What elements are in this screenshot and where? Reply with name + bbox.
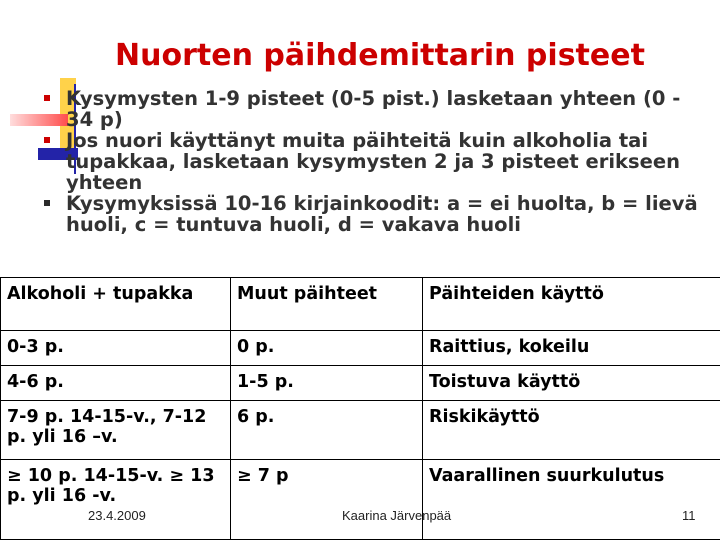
table-cell: 7-9 p. 14-15-v., 7-12 p. yli 16 –v.	[1, 401, 231, 460]
table-row	[1, 278, 720, 331]
table-header-cell: Päihteiden käyttö	[423, 278, 720, 331]
bullet-text: Kysymyksissä 10-16 kirjainkoodit: a = ei huolta, b = lievä huoli, c = tuntuva huoli, d = vakava huoli	[66, 192, 698, 236]
bullet-item	[40, 88, 710, 130]
bullet-text: Jos nuori käyttänyt muita päihteitä kuin alkoholia tai tupakkaa, lasketaan kysymysten 2 ja 3 pisteet erikseen yhteen	[66, 129, 680, 194]
table-cell: Toistuva käyttö	[423, 366, 720, 401]
table-cell: Raittius, kokeilu	[423, 331, 720, 366]
table-row	[1, 460, 720, 540]
table-cell: Vaarallinen suurkulutus	[423, 460, 720, 540]
bullet-item	[40, 193, 710, 235]
table-row	[1, 366, 720, 401]
bullet-square-icon	[44, 137, 50, 143]
table-row	[1, 331, 720, 366]
table-cell: ≥ 10 p. 14-15-v. ≥ 13 p. yli 16 -v.	[1, 460, 231, 540]
table-cell: 0-3 p.	[1, 331, 231, 366]
footer-date: 23.4.2009	[88, 508, 146, 523]
table-cell: Riskikäyttö	[423, 401, 720, 460]
table-cell: 6 p.	[231, 401, 423, 460]
footer-page-number: 11	[682, 508, 696, 523]
slide-title: Nuorten päihdemittarin pisteet	[115, 38, 645, 73]
table-cell: 4-6 p.	[1, 366, 231, 401]
table-header-cell: Alkoholi + tupakka	[1, 278, 231, 331]
footer-author: Kaarina Järvenpää	[342, 508, 452, 523]
table-row	[1, 401, 720, 460]
bullet-square-icon	[44, 95, 50, 101]
bullet-text: Kysymysten 1-9 pisteet (0-5 pist.) lasketaan yhteen (0 - 34 p)	[66, 87, 681, 131]
table-cell: 0 p.	[231, 331, 423, 366]
table-cell: ≥ 7 p	[231, 460, 423, 540]
bullet-square-icon	[44, 200, 50, 206]
table-cell: 1-5 p.	[231, 366, 423, 401]
scoring-table	[0, 277, 720, 540]
bullet-list	[40, 88, 710, 235]
table-header-cell: Muut päihteet	[231, 278, 423, 331]
bullet-item	[40, 130, 710, 193]
